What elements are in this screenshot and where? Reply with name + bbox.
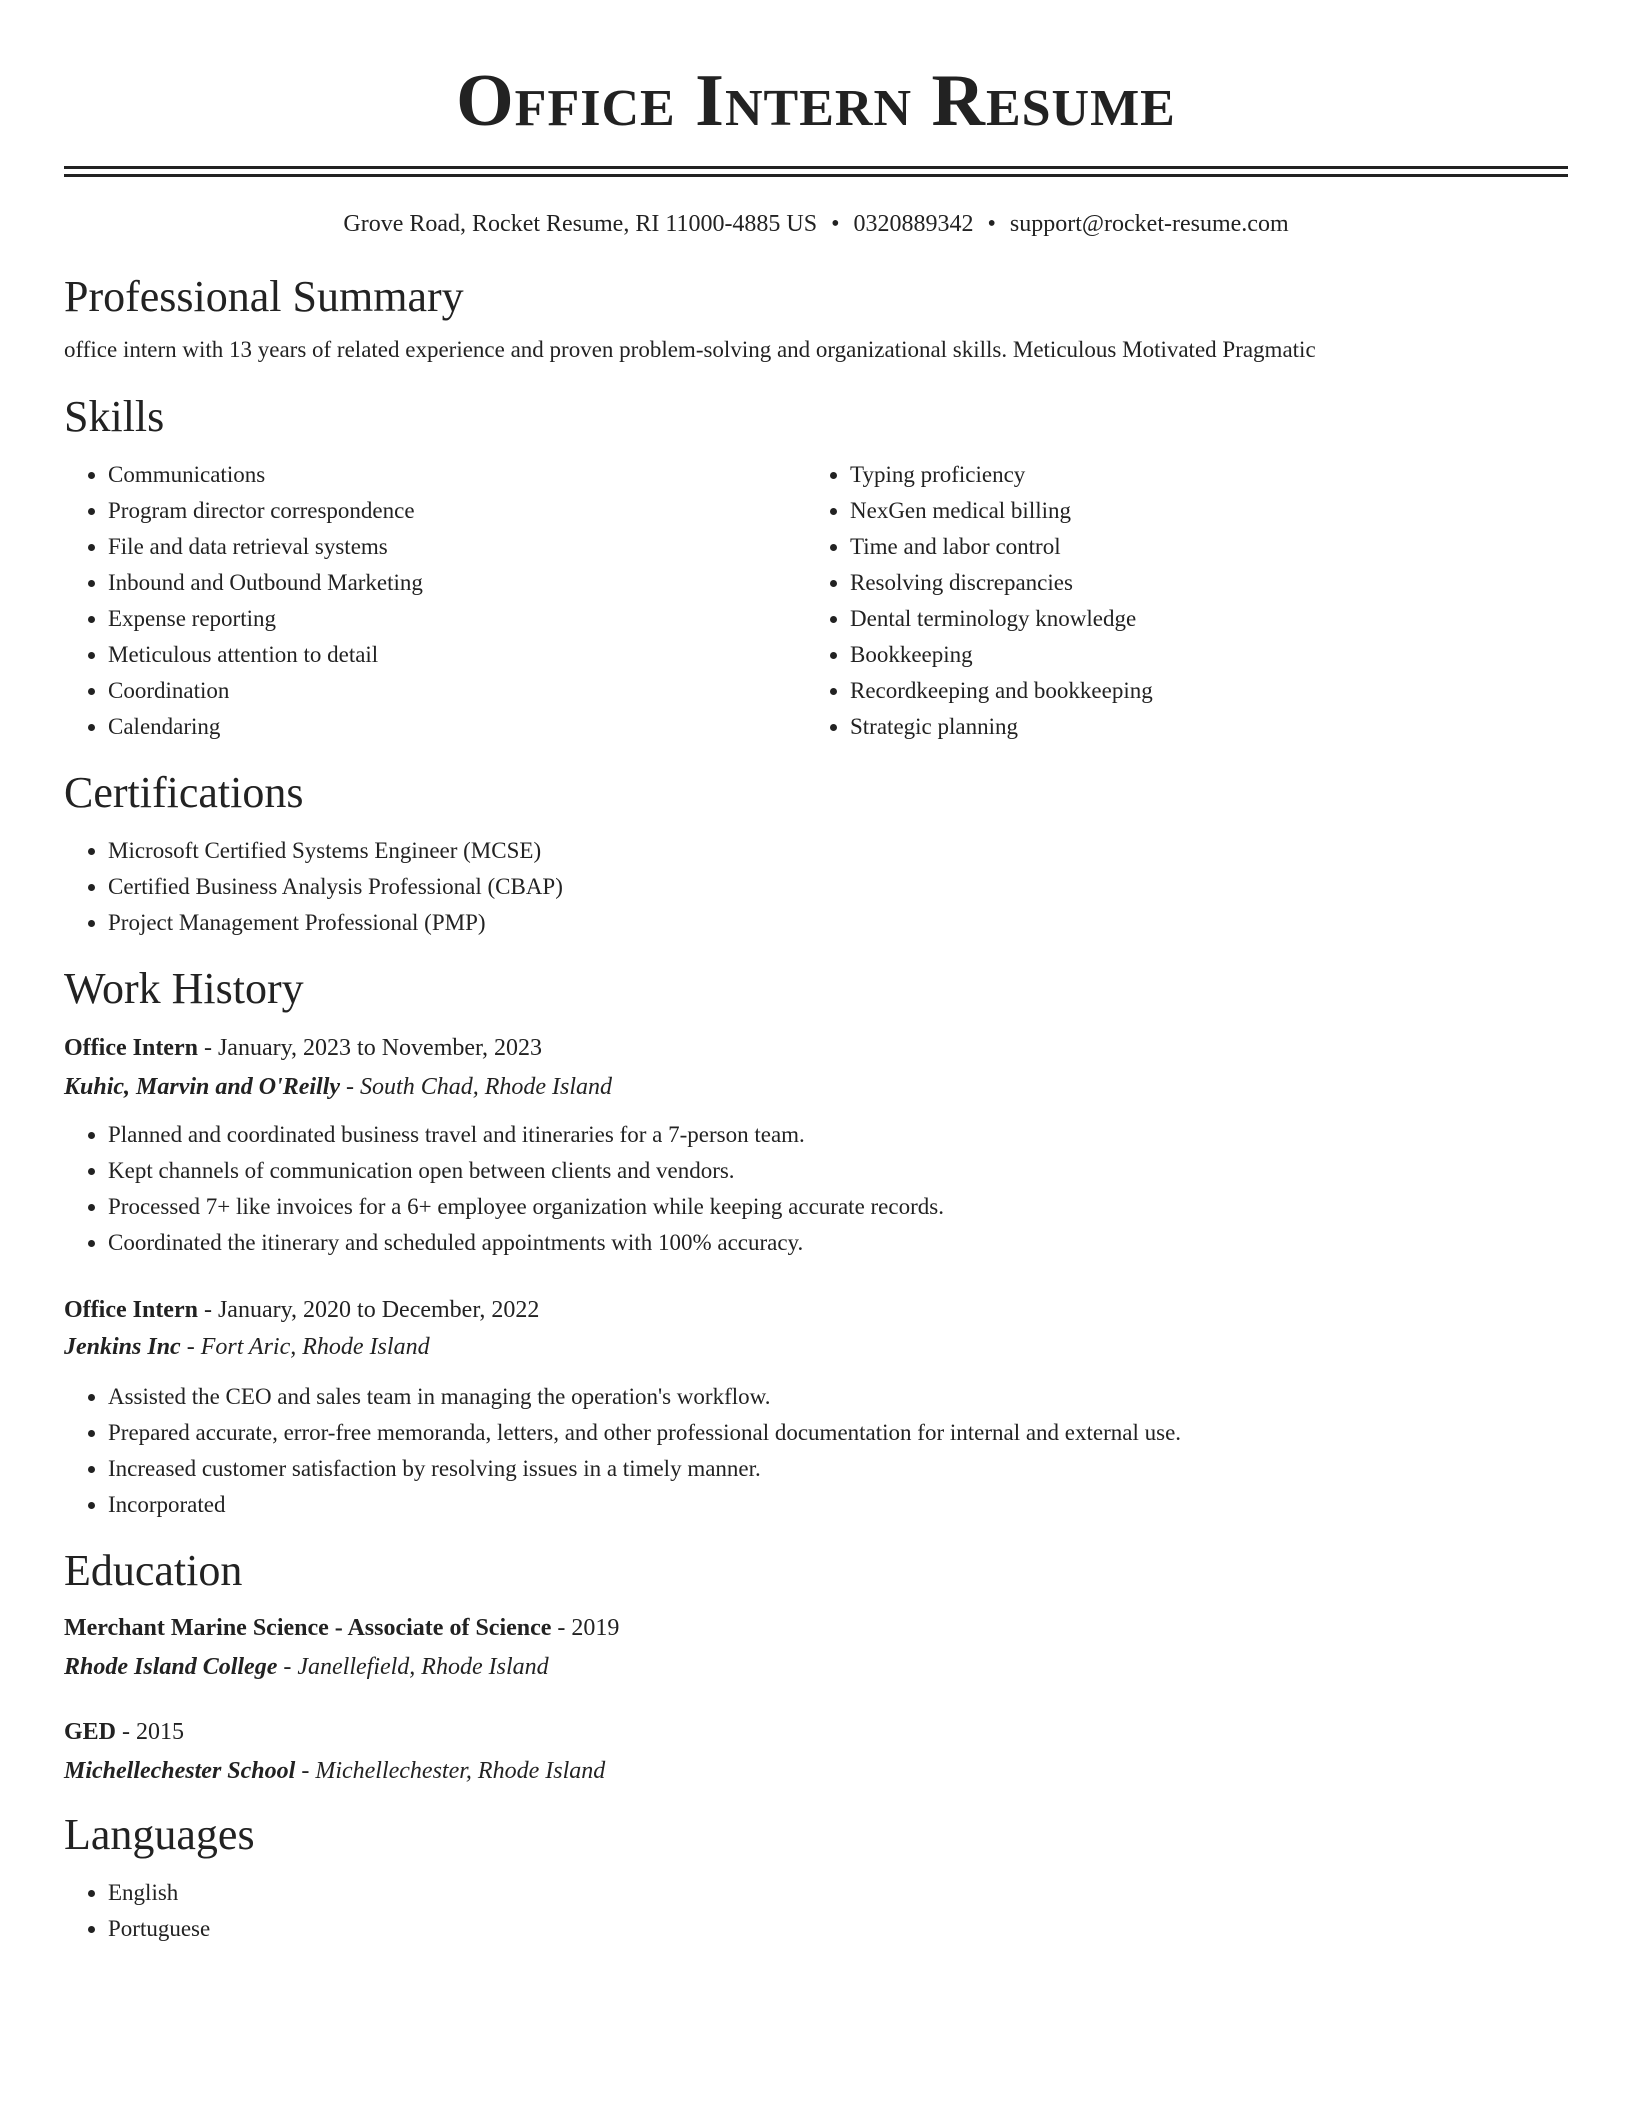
skill-item: • Program director correspondence (108, 493, 806, 529)
education-heading: Education (64, 1546, 243, 1595)
degree-year: - 2019 (551, 1615, 620, 1641)
language-item: • English (108, 1875, 1568, 1911)
company-name: Jenkins Inc (64, 1334, 181, 1360)
degree-year: - 2015 (116, 1719, 185, 1745)
company-location: - South Chad, Rhode Island (340, 1074, 613, 1100)
skill-item: • Coordination (108, 673, 806, 709)
language-item: • Portuguese (108, 1911, 1568, 1947)
job-title: Office Intern (64, 1035, 198, 1061)
languages-list (64, 1875, 1568, 1947)
title-rule-bottom (64, 174, 1568, 177)
skill-item: • Bookkeeping (850, 637, 1548, 673)
job-bullets (64, 1117, 1568, 1261)
contact-phone: 0320889342 (853, 211, 974, 237)
job-bullet: • Coordinated the itinerary and scheduled appointments with 100% accuracy. (108, 1225, 1568, 1261)
job-bullets (64, 1379, 1568, 1523)
contact-email: support@rocket-resume.com (1009, 211, 1289, 237)
job-dates: - January, 2020 to December, 2022 (197, 1297, 540, 1323)
education-entry (64, 1715, 1568, 1789)
skill-item: • Calendaring (108, 709, 806, 745)
job-title: Office Intern (64, 1297, 198, 1323)
contact-line (64, 209, 1568, 239)
contact-address: Grove Road, Rocket Resume, RI 11000-4885 US (343, 211, 818, 237)
job-bullet: • Planned and coordinated business travel and itineraries for a 7-person team. (108, 1117, 1568, 1153)
contact-separator: • (831, 211, 840, 237)
skill-item: • Expense reporting (108, 601, 806, 637)
skill-item: • Communications (108, 457, 806, 493)
skill-item: • Meticulous attention to detail (108, 637, 806, 673)
job-bullet: • Increased customer satisfaction by resolving issues in a timely manner. (108, 1451, 1568, 1487)
summary-text: office intern with 13 years of related experience and proven problem-solving and organizational skills. Meticulous Motivated Pragmatic (64, 337, 1316, 362)
skills-list-left (64, 457, 806, 745)
company-line (64, 1069, 1568, 1105)
certifications-heading: Certifications (64, 768, 304, 817)
skills-column-left (64, 457, 806, 745)
job-bullet: • Assisted the CEO and sales team in managing the operation's workflow. (108, 1379, 1568, 1415)
work-history-heading: Work History (64, 964, 304, 1013)
job-title-line (64, 1293, 1568, 1327)
skill-item: • NexGen medical billing (850, 493, 1548, 529)
languages-heading: Languages (64, 1810, 255, 1859)
job-bullet: • Prepared accurate, error-free memoranda, letters, and other professional documentation for internal and external use. (108, 1415, 1568, 1451)
contact-separator: • (987, 211, 996, 237)
skill-item: • Resolving discrepancies (850, 565, 1548, 601)
job-bullet: • Processed 7+ like invoices for a 6+ employee organization while keeping accurate records. (108, 1189, 1568, 1225)
skills-heading: Skills (64, 392, 165, 441)
job-bullet: • Incorporated (108, 1487, 1568, 1523)
degree-line (64, 1611, 1568, 1645)
company-line (64, 1329, 1568, 1365)
job-entry (64, 1293, 1568, 1523)
company-location: - Fort Aric, Rhode Island (180, 1334, 430, 1360)
skill-item: • Typing proficiency (850, 457, 1548, 493)
degree-line (64, 1715, 1568, 1749)
certification-item: • Microsoft Certified Systems Engineer (MCSE) (108, 833, 1568, 869)
degree-name: Merchant Marine Science - Associate of Science (64, 1615, 552, 1641)
skill-item: • Dental terminology knowledge (850, 601, 1548, 637)
company-name: Kuhic, Marvin and O'Reilly (64, 1074, 341, 1100)
school-location: - Michellechester, Rhode Island (295, 1758, 606, 1784)
certifications-list (64, 833, 1568, 941)
skill-item: • Recordkeeping and bookkeeping (850, 673, 1548, 709)
skills-list-right (806, 457, 1548, 745)
skills-column-right (806, 457, 1548, 745)
school-line (64, 1753, 1568, 1789)
resume-title: Office Intern Resume (456, 60, 1176, 142)
school-name: Michellechester School (64, 1758, 296, 1784)
skill-item: • Inbound and Outbound Marketing (108, 565, 806, 601)
school-line (64, 1649, 1568, 1685)
job-dates: - January, 2023 to November, 2023 (197, 1035, 543, 1061)
skill-item: • Strategic planning (850, 709, 1548, 745)
job-entry (64, 1031, 1568, 1261)
job-title-line (64, 1031, 1568, 1065)
job-bullet: • Kept channels of communication open between clients and vendors. (108, 1153, 1568, 1189)
certification-item: • Certified Business Analysis Professional (CBAP) (108, 869, 1568, 905)
degree-name: GED (64, 1719, 117, 1745)
school-location: - Janellefield, Rhode Island (277, 1654, 549, 1680)
summary-heading: Professional Summary (64, 272, 464, 321)
skills-columns (64, 457, 1568, 745)
skill-item: • File and data retrieval systems (108, 529, 806, 565)
certification-item: • Project Management Professional (PMP) (108, 905, 1568, 941)
education-entry (64, 1611, 1568, 1685)
school-name: Rhode Island College (64, 1654, 278, 1680)
skill-item: • Time and labor control (850, 529, 1548, 565)
